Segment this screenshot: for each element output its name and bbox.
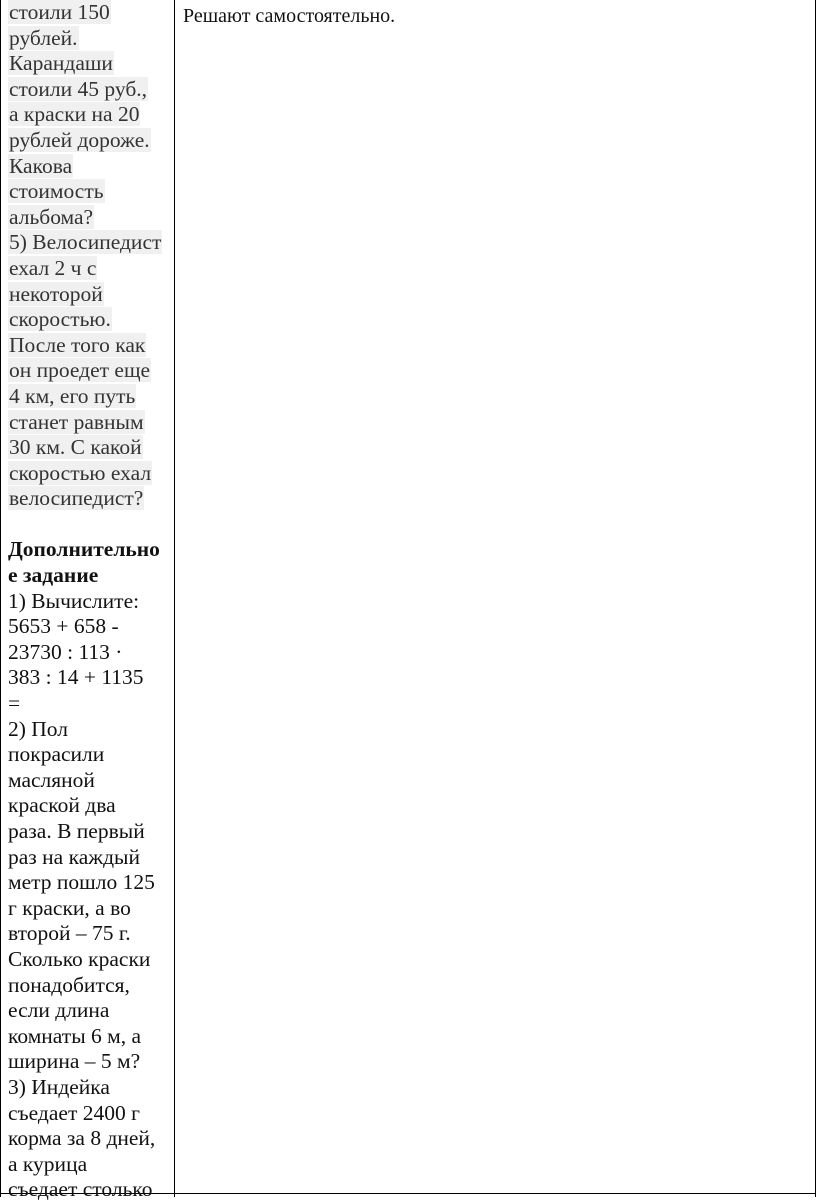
task-text-line: ширина – 5 м? — [8, 1049, 141, 1074]
task-text-line: 5) Велосипедист — [9, 230, 162, 255]
task-text-line: некоторой — [9, 281, 103, 306]
task-text-line: рублей. — [9, 25, 78, 50]
task-text-line: корма за 8 дней, — [8, 1126, 156, 1151]
shaded-task-block — [8, 0, 174, 512]
task-text-line: скоростью ехал — [9, 460, 152, 485]
task-text-line: 383 : 14 + 1135 — [8, 665, 144, 690]
task-text-line: 23730 : 113 · — [8, 639, 123, 664]
heading-line: Дополнительно — [8, 537, 160, 562]
additional-task-block — [8, 589, 174, 1203]
task-text-line: 3) Индейка — [8, 1074, 110, 1099]
task-text-line: 1) Вычислите: — [8, 588, 140, 613]
additional-task-heading — [8, 537, 174, 588]
task-text-line: рублей дороже. — [9, 127, 150, 152]
task-text-line: стоили 45 руб., — [9, 76, 148, 101]
task-text-line: он проедет еще — [9, 358, 151, 383]
task-text-line: покрасили — [8, 742, 105, 767]
task-text-line: стоили 150 — [9, 0, 110, 24]
task-text-line: = — [8, 691, 21, 716]
task-text-line: раза. В первый — [8, 819, 145, 843]
task-text-line: комнаты 6 м, а — [8, 1023, 142, 1048]
task-text-line: второй – 75 г. — [8, 921, 131, 946]
teacher-note: Решают самостоятельно. — [183, 5, 396, 27]
task-text-line: масляной — [8, 767, 95, 792]
task-text-line: стоимость — [9, 179, 104, 204]
task-text-line: скоростью. — [9, 307, 111, 332]
task-text-line: краской два — [8, 793, 116, 818]
task-text-line: 5653 + 658 - — [8, 614, 119, 639]
task-text-line: съедает столько — [8, 1177, 153, 1202]
task-text-line: Карандаши — [9, 51, 113, 76]
table-border-left — [0, 0, 1, 1197]
task-text-line: а краски на 20 — [9, 102, 140, 127]
task-text-line: станет равным — [9, 409, 144, 434]
task-text-line: раз на каждый — [8, 844, 140, 869]
task-text-line: ехал 2 ч с — [9, 255, 97, 280]
right-column-cell — [183, 3, 803, 29]
task-text-line: 2) Пол — [8, 716, 69, 741]
task-text-line: если длина — [8, 998, 110, 1023]
task-text-line: 30 км. С какой — [9, 435, 142, 460]
heading-line: е задание — [8, 563, 99, 588]
task-text-line: альбома? — [9, 204, 94, 229]
task-text-line: съедает 2400 г — [8, 1100, 140, 1125]
blank-line — [8, 512, 174, 538]
task-text-line: 4 км, его путь — [9, 383, 136, 408]
left-column-cell — [8, 0, 174, 1203]
task-text-line: После того как — [9, 332, 146, 357]
task-text-line: понадобится, — [8, 972, 130, 997]
task-text-line: метр пошло 125 — [8, 870, 155, 895]
task-text-line: г краски, а во — [8, 895, 131, 920]
column-divider — [174, 0, 175, 1197]
task-text-line: велосипедист? — [9, 486, 144, 511]
task-text-line: Сколько краски — [8, 946, 151, 971]
task-text-line: а курица — [8, 1151, 88, 1176]
task-text-line: Какова — [9, 153, 73, 178]
